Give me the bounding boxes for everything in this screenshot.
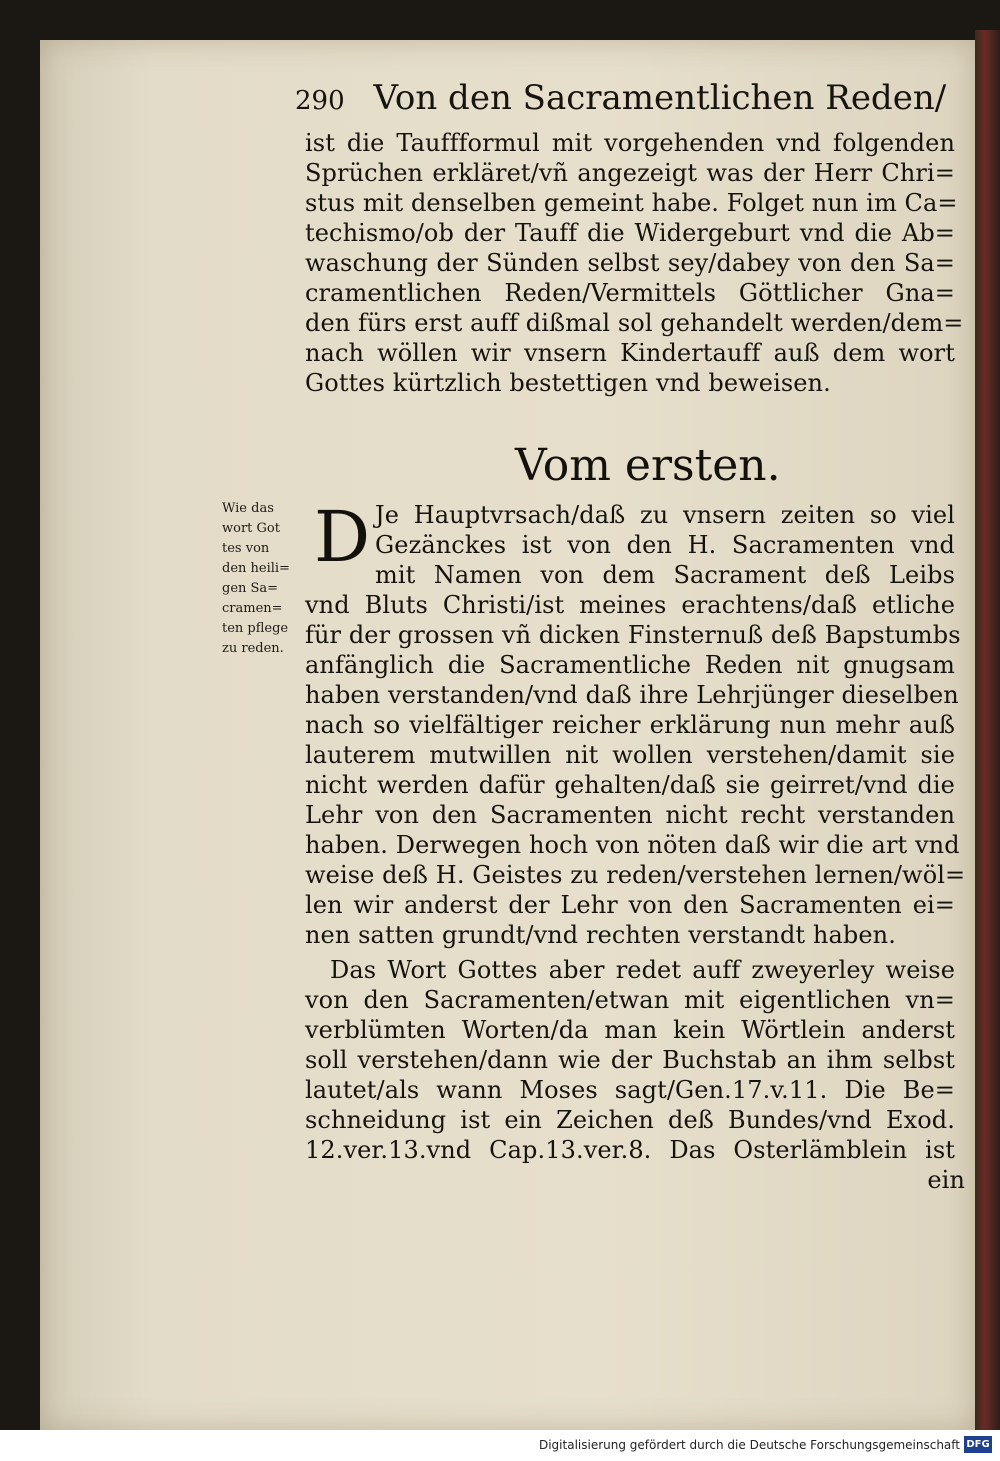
margin-note-line: Wie das bbox=[222, 501, 274, 516]
text-line: schneidung ist ein Zeichen deß Bundes/vnd Exod. bbox=[305, 1106, 955, 1134]
text-line: Das Wort Gottes aber redet auff zweyerley weise bbox=[330, 956, 955, 984]
text-line: den fürs erst auff dißmal sol gehandelt werden/dem= bbox=[305, 309, 964, 337]
running-title: Von den Sacramentlichen Reden/ bbox=[373, 78, 947, 118]
dfg-logo-icon: DFG bbox=[964, 1436, 992, 1453]
text-line: Je Hauptvrsach/daß zu vnsern zeiten so viel bbox=[375, 501, 955, 529]
text-line: lauterem mutwillen nit wollen verstehen/damit sie bbox=[305, 741, 955, 769]
text-line: nach wöllen wir vnsern Kindertauff auß dem wort bbox=[305, 339, 955, 367]
text-line: nicht werden dafür gehalten/daß sie geirret/vnd die bbox=[305, 771, 955, 799]
text-line: techismo/ob der Tauff die Widergeburt vnd die Ab= bbox=[305, 219, 955, 247]
text-line: mit Namen von dem Sacrament deß Leibs bbox=[375, 561, 955, 589]
text-line: Lehr von den Sacramenten nicht recht verstanden bbox=[305, 801, 955, 829]
text-line: verblümten Worten/da man kein Wörtlein anderst bbox=[305, 1016, 955, 1044]
text-line: von den Sacramenten/etwan mit eigentlichen vn= bbox=[305, 986, 955, 1014]
funding-credit: Digitalisierung gefördert durch die Deutsche Forschungsgemeinschaft bbox=[538, 1438, 960, 1452]
text-line: soll verstehen/dann wie der Buchstab an ihm selbst bbox=[305, 1046, 955, 1074]
page-number: 290 bbox=[295, 86, 345, 116]
text-line: haben verstanden/vnd daß ihre Lehrjünger dieselben bbox=[305, 681, 959, 709]
text-line: für der grossen vñ dicken Finsternuß deß Bapstumbs bbox=[305, 621, 961, 649]
text-line: 12.ver.13.vnd Cap.13.ver.8. Das Osterlämblein ist bbox=[305, 1136, 955, 1164]
margin-note-line: wort Got bbox=[222, 521, 280, 536]
text-line: waschung der Sünden selbst sey/dabey von den Sa= bbox=[305, 249, 955, 277]
margin-note-line: tes von bbox=[222, 541, 270, 556]
text-line: vnd Bluts Christi/ist meines erachtens/daß etliche bbox=[305, 591, 955, 619]
margin-note-line: cramen= bbox=[222, 601, 283, 616]
running-header bbox=[295, 78, 947, 128]
text-line: ist die Tauffformul mit vorgehenden vnd folgenden bbox=[305, 129, 955, 157]
margin-note-line: gen Sa= bbox=[222, 581, 279, 596]
text-line: Sprüchen erkläret/vñ angezeigt was der Herr Chri= bbox=[305, 159, 955, 187]
text-line: Gottes kürtzlich bestettigen vnd beweisen. bbox=[305, 369, 831, 397]
margin-note-line: zu reden. bbox=[222, 641, 284, 656]
text-line: lautet/als wann Moses sagt/Gen.17.v.11. Die Be= bbox=[305, 1076, 955, 1104]
book-spine-edge bbox=[975, 30, 1000, 1430]
text-line: cramentlichen Reden/Vermittels Göttlicher Gna= bbox=[305, 279, 955, 307]
text-line: Gezänckes ist von den H. Sacramenten vnd bbox=[375, 531, 955, 559]
text-line: nen satten grundt/vnd rechten verstandt haben. bbox=[305, 921, 896, 949]
catchword: ein bbox=[927, 1166, 965, 1194]
drop-cap-initial: D bbox=[313, 496, 371, 578]
section-heading: Vom ersten. bbox=[515, 440, 781, 491]
text-line: stus mit denselben gemeint habe. Folget nun im Ca= bbox=[305, 189, 958, 217]
text-line: haben. Derwegen hoch von nöten daß wir die art vnd bbox=[305, 831, 960, 859]
text-line: weise deß H. Geistes zu reden/verstehen lernen/wöl= bbox=[305, 861, 966, 889]
margin-note-line: ten pflege bbox=[222, 621, 289, 636]
text-line: nach so vielfältiger reicher erklärung nun mehr auß bbox=[305, 711, 955, 739]
digitization-footer bbox=[0, 1430, 1000, 1461]
text-line: anfänglich die Sacramentliche Reden nit gnugsam bbox=[305, 651, 955, 679]
margin-note-line: den heili= bbox=[222, 561, 290, 576]
text-line: len wir anderst der Lehr von den Sacramenten ei= bbox=[305, 891, 955, 919]
